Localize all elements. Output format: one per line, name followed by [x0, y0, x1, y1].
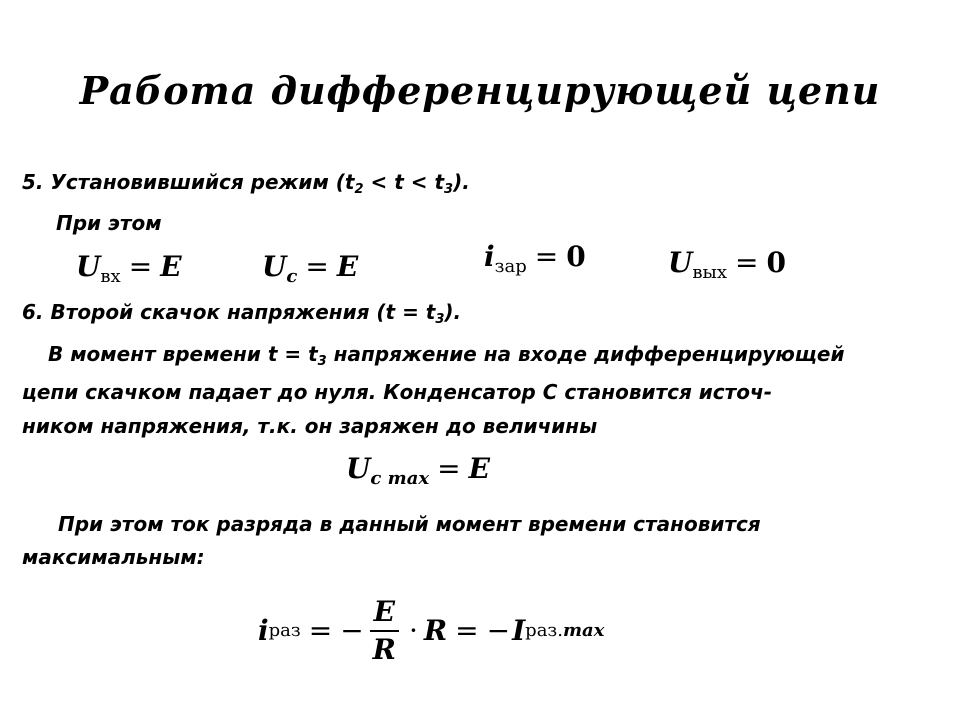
eq-final-rhs-symbol: I: [512, 614, 526, 647]
step-6-heading: [22, 300, 462, 327]
pri-etom-text: При этом: [56, 211, 162, 235]
eq-final-dot: ·: [408, 614, 418, 647]
eq-u-c-rhs: E: [336, 250, 359, 283]
eq-i-zar-sub: зар: [494, 256, 527, 277]
eq-final-fraction: [370, 596, 399, 666]
para1-line2: цепи скачком падает до нуля. Конденсатор С становится источ-: [22, 380, 773, 404]
eq-u-vyh-equals: =: [735, 246, 759, 279]
eq-i-zar-equals: =: [534, 240, 559, 273]
step-6-sub: 3: [435, 312, 445, 327]
eq-u-c-sub: c: [286, 266, 298, 287]
eq-u-vx-symbol: U: [76, 250, 101, 283]
eq-i-zar: [484, 240, 586, 277]
step-5-mid: < t < t: [363, 170, 445, 194]
eq-uc-max-rhs: E: [468, 452, 490, 485]
para1-line1: [48, 342, 845, 369]
eq-final-equals-2: =: [455, 614, 479, 647]
eq-u-vyh: [668, 246, 786, 283]
step-5-sub-a: 2: [354, 182, 364, 197]
eq-final: i раз = − $\frac{E}{R}$ · R = − I раз. max: [258, 595, 605, 666]
eq-i-zar-symbol: i: [484, 240, 495, 273]
eq-uc-max-symbol: U: [346, 452, 371, 485]
eq-uc-max: [346, 452, 490, 489]
step-5-label: 5. Установившийся режим (t: [22, 170, 355, 194]
eq-final-minus-2: −: [486, 614, 511, 647]
para1-line1-b: напряжение на входе дифференцирующей: [326, 342, 845, 366]
step-5-sub-b: 3: [444, 182, 454, 197]
para2-line2: максимальным:: [22, 545, 205, 569]
eq-i-zar-rhs: 0: [566, 240, 586, 273]
step-5-heading: [22, 170, 470, 197]
para1-line1-sub: 3: [317, 354, 327, 369]
eq-u-vyh-rhs: 0: [766, 246, 786, 279]
eq-uc-max-sub: c max: [370, 468, 430, 489]
step-5-end: ).: [453, 170, 470, 194]
slide-title: Работа дифференцирующей цепи: [79, 68, 881, 113]
eq-u-c-equals: =: [305, 250, 329, 283]
eq-uc-max-equals: =: [437, 452, 461, 485]
eq-final-equals-1: =: [308, 614, 333, 647]
step-6-label: 6. Второй скачок напряжения (t = t: [22, 300, 436, 324]
eq-u-c: [262, 250, 359, 287]
eq-u-vx-rhs: E: [160, 250, 182, 283]
eq-u-vx: [76, 250, 182, 287]
step-6-end: ).: [444, 300, 462, 324]
eq-final-frac-den: R: [372, 633, 396, 666]
eq-u-vx-equals: =: [128, 250, 153, 283]
eq-final-lhs-symbol: i: [258, 614, 269, 647]
eq-u-vyh-symbol: U: [668, 246, 693, 279]
eq-u-vyh-sub: вых: [692, 262, 728, 283]
eq-final-frac-num: E: [373, 595, 395, 628]
eq-final-minus-1: −: [340, 614, 364, 647]
eq-u-vx-sub: вх: [100, 266, 121, 287]
eq-u-c-symbol: U: [262, 250, 287, 283]
para2-line1: При этом ток разряда в данный момент времени становится: [58, 512, 761, 536]
para1-line1-a: В момент времени t = t: [48, 342, 318, 366]
para1-line3: ником напряжения, т.к. он заряжен до величины: [22, 414, 598, 438]
eq-final-r: R: [423, 614, 448, 647]
